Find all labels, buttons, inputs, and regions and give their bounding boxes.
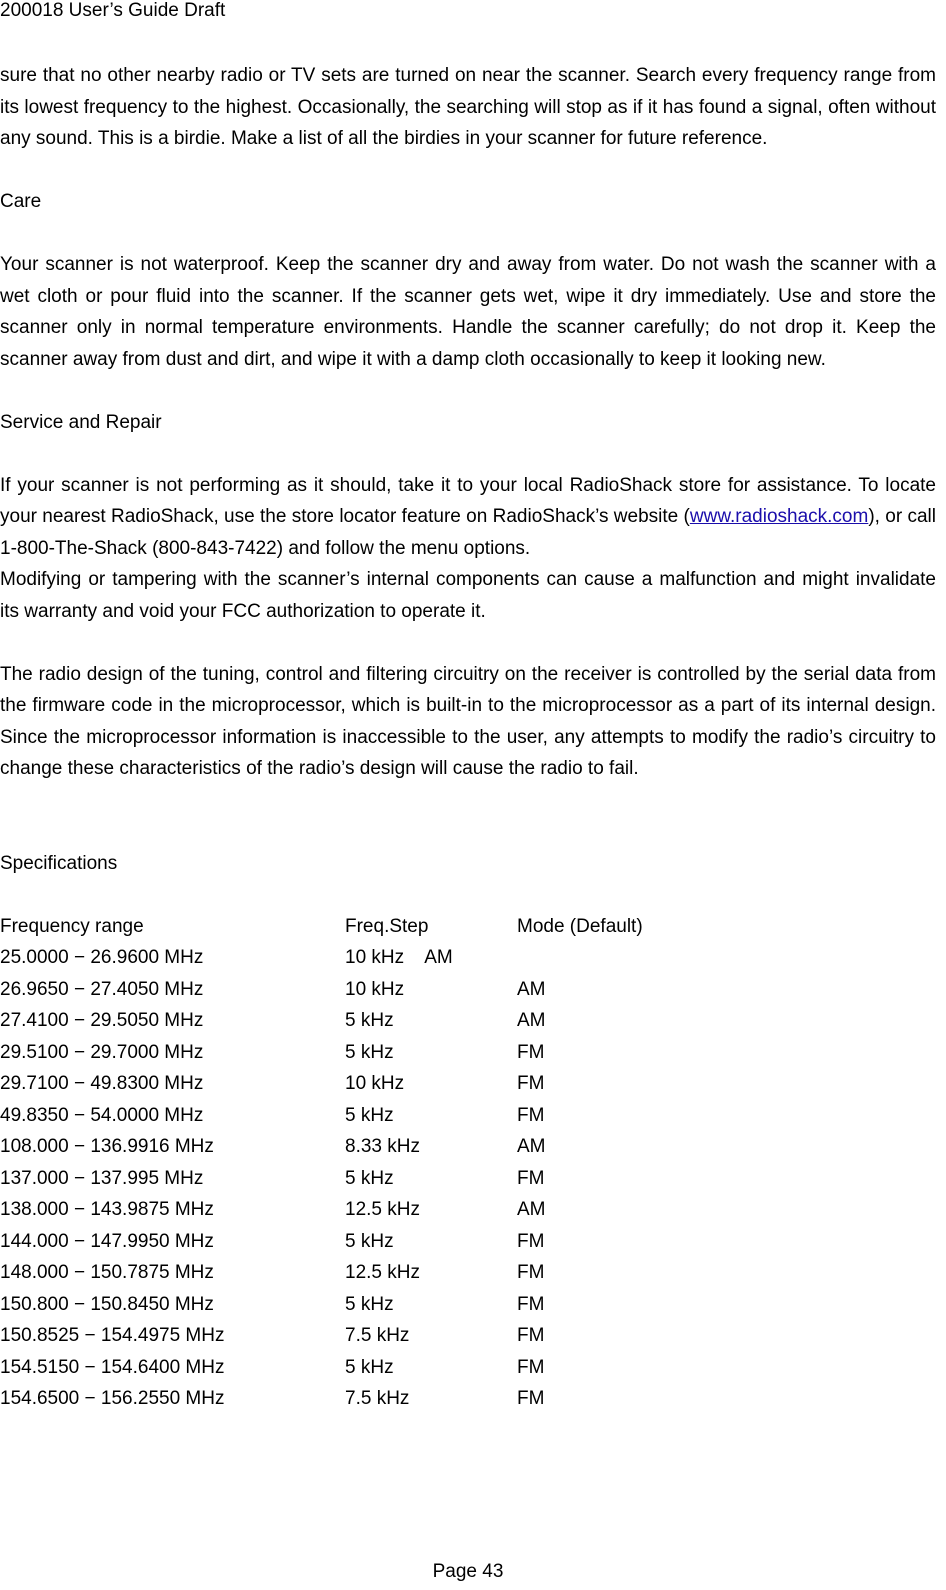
- cell-frequency-range: 138.000 − 143.9875 MHz: [0, 1199, 214, 1220]
- column-header-freq-step: Freq.Step: [345, 915, 429, 937]
- cell-mode: AM: [517, 1199, 546, 1220]
- cell-frequency-range: 144.000 − 147.9950 MHz: [0, 1230, 214, 1252]
- cell-freq-step: 7.5 kHz: [345, 1388, 410, 1409]
- cell-freq-step: 5 kHz: [345, 1356, 394, 1378]
- cell-mode: AM: [517, 1010, 546, 1031]
- cell-mode: FM: [517, 1293, 545, 1315]
- document-header: 200018 User’s Guide Draft: [0, 0, 226, 21]
- cell-freq-step: 8.33 kHz: [345, 1136, 420, 1157]
- cell-freq-step: 12.5 kHz: [345, 1262, 420, 1283]
- page-number: Page 43: [432, 1561, 504, 1582]
- cell-freq-step: 5 kHz: [345, 1104, 394, 1126]
- table-row: [0, 1257, 936, 1289]
- cell-freq-step: 7.5 kHz: [345, 1325, 410, 1346]
- column-header-mode: Mode (Default): [517, 915, 643, 937]
- tampering-paragraph: Modifying or tampering with the scanner’s internal components can cause a malfunction and might invalidate its warranty and void your FCC authorization to operate it.: [0, 569, 936, 622]
- service-text-before-link: If your scanner is not performing as it should, take it to your local RadioShack store for assistance. To locate your nearest RadioShack, use the store locator feature on RadioShack’s website (: [0, 474, 936, 527]
- cell-mode: FM: [517, 1104, 545, 1126]
- table-row: [0, 1226, 936, 1258]
- table-row: [0, 1163, 936, 1195]
- cell-frequency-range: 154.6500 − 156.2550 MHz: [0, 1388, 225, 1409]
- table-row: [0, 1100, 936, 1132]
- cell-frequency-range: 29.5100 − 29.7000 MHz: [0, 1041, 204, 1063]
- cell-mode: FM: [517, 1388, 545, 1409]
- table-row: [0, 1037, 936, 1069]
- cell-frequency-range: 49.8350 − 54.0000 MHz: [0, 1104, 204, 1126]
- cell-frequency-range: 150.800 − 150.8450 MHz: [0, 1293, 214, 1315]
- cell-freq-step: 5 kHz: [345, 1230, 394, 1252]
- cell-freq-step: 5 kHz: [345, 1167, 394, 1189]
- table-row: [0, 1194, 936, 1226]
- column-header-frequency-range: Frequency range: [0, 915, 144, 937]
- cell-mode: AM: [517, 1136, 546, 1157]
- cell-frequency-range: 137.000 − 137.995 MHz: [0, 1167, 204, 1189]
- table-row: [0, 974, 936, 1006]
- table-header-row: [0, 911, 936, 943]
- cell-frequency-range: 29.7100 − 49.8300 MHz: [0, 1073, 204, 1094]
- table-row: [0, 1383, 936, 1415]
- cell-mode: [517, 942, 936, 974]
- cell-freq-step: 10 kHz AM: [345, 947, 453, 968]
- table-row: [0, 1289, 936, 1321]
- intro-paragraph: sure that no other nearby radio or TV sets are turned on near the scanner. Search every frequency range from its lowest frequency to the highest. Occasionally, the searching will stop as if it has found a signal, often without any sound. This is a birdie. Make a list of all the birdies in your scanner for future reference.: [0, 65, 936, 149]
- cell-frequency-range: 27.4100 − 29.5050 MHz: [0, 1010, 204, 1031]
- cell-mode: FM: [517, 1167, 545, 1189]
- cell-freq-step: 10 kHz: [345, 1073, 405, 1094]
- cell-mode: FM: [517, 1230, 545, 1252]
- cell-mode: FM: [517, 1356, 545, 1378]
- cell-mode: FM: [517, 1041, 545, 1063]
- specifications-heading: Specifications: [0, 852, 118, 874]
- table-body: [0, 942, 936, 1415]
- service-text-after-link: ), or call 1-800-The-Shack (800-843-7422) and follow the menu options.: [0, 506, 936, 559]
- radioshack-link[interactable]: www.radioshack.com: [689, 506, 869, 527]
- cell-freq-step: 5 kHz: [345, 1010, 394, 1031]
- table-row: [0, 1131, 936, 1163]
- specifications-table: [0, 911, 936, 1415]
- service-paragraph: [0, 470, 936, 565]
- cell-mode: AM: [517, 978, 546, 1000]
- cell-mode: FM: [517, 1262, 545, 1283]
- care-heading: Care: [0, 191, 42, 212]
- table-row: [0, 1320, 936, 1352]
- cell-frequency-range: 25.0000 − 26.9600 MHz: [0, 947, 204, 968]
- cell-mode: FM: [517, 1325, 545, 1346]
- cell-frequency-range: 108.000 − 136.9916 MHz: [0, 1136, 214, 1157]
- cell-frequency-range: 148.000 − 150.7875 MHz: [0, 1262, 214, 1283]
- cell-freq-step: 10 kHz: [345, 978, 405, 1000]
- cell-frequency-range: 150.8525 − 154.4975 MHz: [0, 1325, 225, 1346]
- service-heading: Service and Repair: [0, 411, 162, 433]
- cell-frequency-range: 26.9650 − 27.4050 MHz: [0, 978, 204, 1000]
- table-row: [0, 1068, 936, 1100]
- cell-freq-step: 5 kHz: [345, 1293, 394, 1315]
- design-paragraph: The radio design of the tuning, control and filtering circuitry on the receiver is controlled by the serial data from the firmware code in the microprocessor, which is built-in to the microprocessor as a part of its internal design. Since the microprocessor information is inaccessible to the user, any attempts to modify the radio’s circuitry to change these characteristics of the radio’s design will cause the radio to fail.: [0, 663, 936, 779]
- cell-frequency-range: 154.5150 − 154.6400 MHz: [0, 1356, 225, 1378]
- care-paragraph: Your scanner is not waterproof. Keep the scanner dry and away from water. Do not wash the scanner with a wet cloth or pour fluid into the scanner. If the scanner gets wet, wipe it dry immediately. Use and store the scanner only in normal temperature environments. Handle the scanner carefully; do not drop it. Keep the scanner away from dust and dirt, and wipe it with a damp cloth occasionally to keep it looking new.: [0, 254, 936, 370]
- page-body: [0, 60, 936, 1415]
- table-row: [0, 942, 936, 974]
- cell-mode: FM: [517, 1073, 545, 1094]
- table-row: [0, 1005, 936, 1037]
- cell-freq-step: 5 kHz: [345, 1041, 394, 1063]
- table-row: [0, 1352, 936, 1384]
- cell-freq-step: 12.5 kHz: [345, 1199, 420, 1220]
